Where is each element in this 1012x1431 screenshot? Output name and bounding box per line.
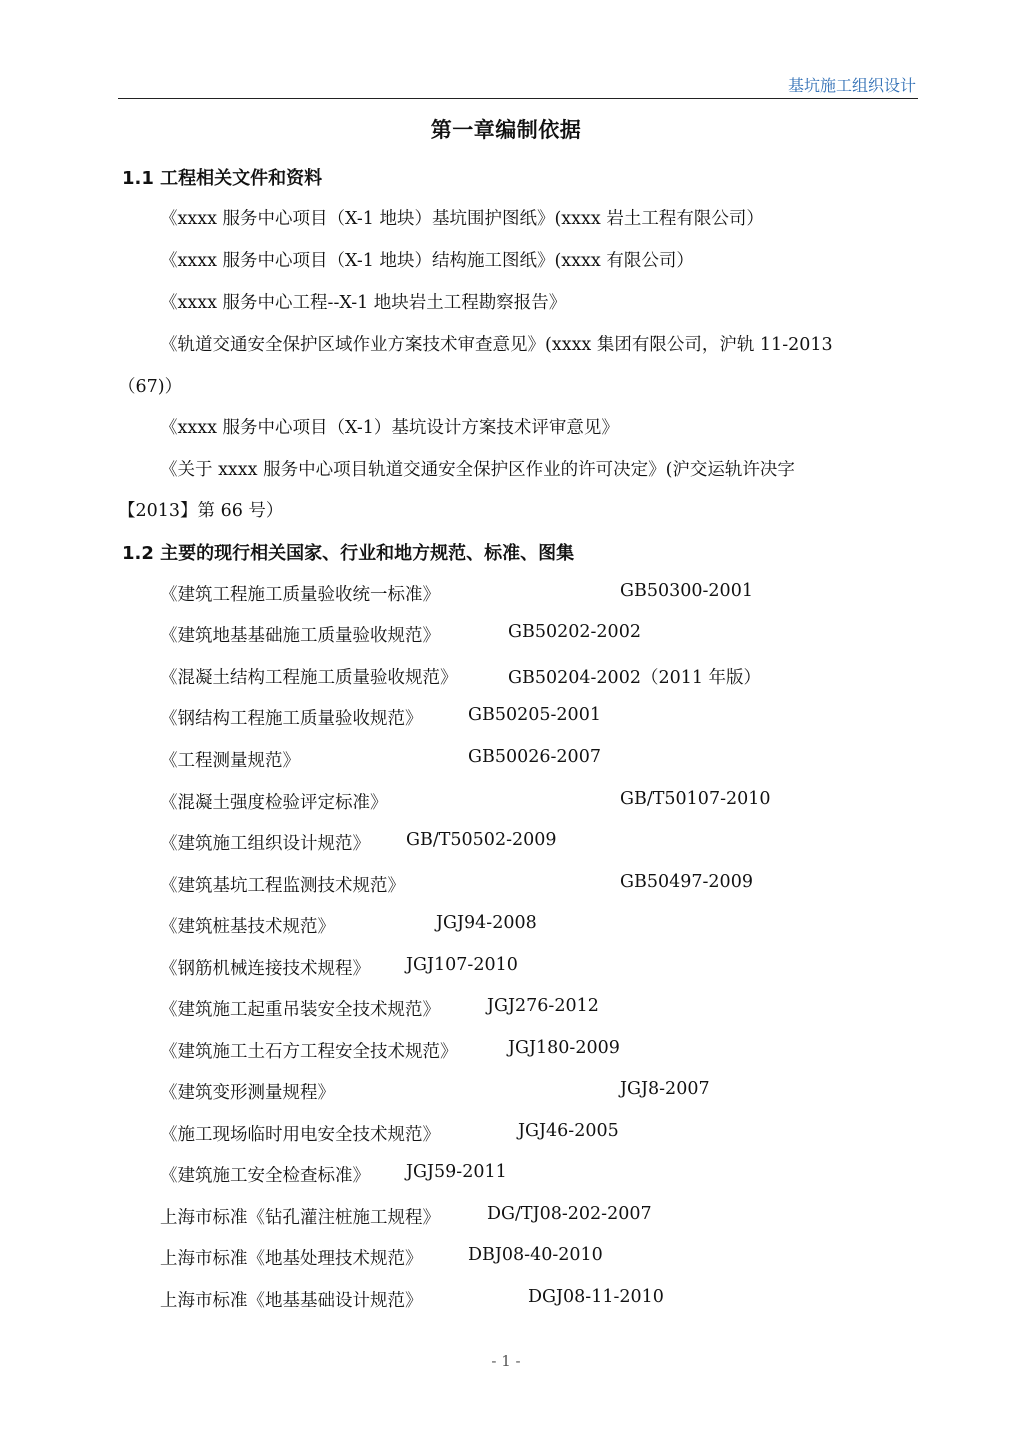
standard-code: GB50204-2002（2011 年版）	[508, 668, 762, 688]
standard-code: GB50026-2007	[468, 747, 601, 767]
standard-code: GB50205-2001	[468, 705, 601, 725]
standard-title: 《建筑地基基础施工质量验收规范》	[160, 626, 440, 646]
standard-title: 《施工现场临时用电安全技术规范》	[160, 1125, 440, 1145]
standard-title: 《工程测量规范》	[160, 751, 300, 771]
header-title: 基坑施工组织设计	[787, 76, 916, 95]
reference-line: 《关于 xxxx 服务中心项目轨道交通安全保护区作业的许可决定》(沪交运轨许决字	[160, 460, 795, 480]
standard-title: 《建筑工程施工质量验收统一标准》	[160, 585, 440, 605]
standard-code: GB50300-2001	[620, 581, 753, 601]
standard-title: 《建筑桩基技术规范》	[160, 917, 335, 937]
reference-line: 《xxxx 服务中心项目（X-1 地块）基坑围护图纸》(xxxx 岩土工程有限公司）	[160, 209, 764, 229]
standard-code: DG/TJ08-202-2007	[487, 1204, 652, 1224]
standard-title: 上海市标准《地基基础设计规范》	[160, 1291, 423, 1311]
standard-code: DGJ08-11-2010	[528, 1287, 664, 1307]
standard-code: GB/T50502-2009	[406, 830, 557, 850]
standard-code: GB50202-2002	[508, 622, 641, 642]
reference-line: 《xxxx 服务中心项目（X-1）基坑设计方案技术评审意见》	[160, 418, 619, 438]
standard-code: JGJ276-2012	[487, 996, 599, 1016]
standard-title: 上海市标准《钻孔灌注桩施工规程》	[160, 1208, 440, 1228]
reference-line: 《xxxx 服务中心项目（X-1 地块）结构施工图纸》(xxxx 有限公司）	[160, 251, 694, 271]
reference-line-continued: （67)）	[118, 377, 183, 397]
standard-code: JGJ107-2010	[406, 955, 518, 975]
standard-title: 《建筑变形测量规程》	[160, 1083, 335, 1103]
section-2-heading: 1.2 主要的现行相关国家、行业和地方规范、标准、图集	[122, 543, 575, 564]
standard-title: 《建筑基坑工程监测技术规范》	[160, 876, 405, 896]
page-header	[118, 66, 918, 99]
standard-code: JGJ46-2005	[518, 1121, 619, 1141]
standard-title: 上海市标准《地基处理技术规范》	[160, 1249, 423, 1269]
standard-title: 《建筑施工组织设计规范》	[160, 834, 370, 854]
reference-line-continued: 【2013】第 66 号）	[118, 501, 284, 521]
standard-title: 《钢筋机械连接技术规程》	[160, 959, 370, 979]
standard-title: 《建筑施工起重吊装安全技术规范》	[160, 1000, 440, 1020]
chapter-title: 第一章编制依据	[430, 117, 582, 142]
reference-line: 《轨道交通安全保护区域作业方案技术审查意见》(xxxx 集团有限公司，沪轨 11-2013	[160, 335, 833, 355]
standard-code: JGJ8-2007	[620, 1079, 710, 1099]
standard-title: 《混凝土结构工程施工质量验收规范》	[160, 668, 458, 688]
standard-code: GB50497-2009	[620, 872, 753, 892]
standard-code: JGJ94-2008	[436, 913, 537, 933]
standard-title: 《建筑施工土石方工程安全技术规范》	[160, 1042, 458, 1062]
standard-code: DBJ08-40-2010	[468, 1245, 603, 1265]
page-number: - 1 -	[491, 1352, 521, 1370]
standard-title: 《混凝土强度检验评定标准》	[160, 793, 388, 813]
reference-line: 《xxxx 服务中心工程--X-1 地块岩土工程勘察报告》	[160, 293, 567, 313]
standard-code: JGJ180-2009	[508, 1038, 620, 1058]
section-1-heading: 1.1 工程相关文件和资料	[122, 168, 323, 189]
standard-title: 《建筑施工安全检查标准》	[160, 1166, 370, 1186]
standard-code: GB/T50107-2010	[620, 789, 771, 809]
standard-code: JGJ59-2011	[406, 1162, 507, 1182]
standard-title: 《钢结构工程施工质量验收规范》	[160, 709, 423, 729]
